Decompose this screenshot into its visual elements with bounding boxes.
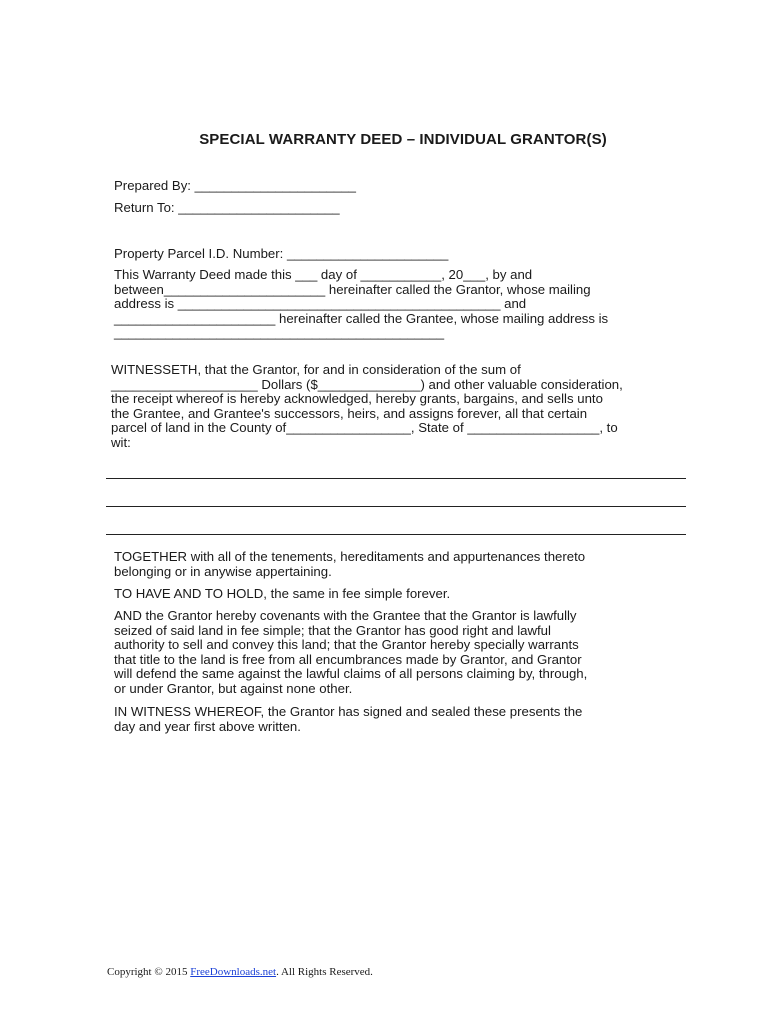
intro-line: address is ____________________________________________ and bbox=[114, 296, 527, 312]
witnesseth-paragraph bbox=[111, 363, 711, 451]
covenant-line: AND the Grantor hereby covenants with the Grantee that the Grantor is lawfully bbox=[114, 608, 577, 623]
witnesseth-line: parcel of land in the County of_________________, State of __________________, to bbox=[111, 420, 618, 436]
prepared-by-field: Prepared By: ______________________ bbox=[114, 178, 356, 193]
copyright-prefix: Copyright © 2015 bbox=[107, 966, 191, 978]
legal-description-line bbox=[106, 506, 686, 507]
copyright-suffix: . All Rights Reserved. bbox=[276, 966, 373, 978]
legal-description-line bbox=[106, 534, 686, 535]
to-have-paragraph: TO HAVE AND TO HOLD, the same in fee simple forever. bbox=[114, 586, 451, 601]
intro-line: ______________________ hereinafter called the Grantee, whose mailing address is bbox=[114, 310, 609, 326]
witnesseth-line: WITNESSETH, that the Grantor, for and in consideration of the sum of bbox=[111, 362, 521, 377]
in-witness-line: IN WITNESS WHEREOF, the Grantor has signed and sealed these presents the bbox=[114, 704, 583, 719]
in-witness-line: day and year first above written. bbox=[114, 718, 301, 734]
intro-line: This Warranty Deed made this ___ day of ___________, 20___, by and bbox=[114, 267, 533, 282]
intro-line: between______________________ hereinafter called the Grantor, whose mailing bbox=[114, 281, 591, 297]
freedownloads-link[interactable]: FreeDownloads.net bbox=[190, 966, 277, 978]
witnesseth-line: ____________________ Dollars ($______________) and other valuable consideration, bbox=[111, 376, 623, 392]
in-witness-paragraph bbox=[114, 705, 714, 734]
covenant-line: or under Grantor, but against none other. bbox=[114, 680, 353, 696]
witnesseth-line: the Grantee, and Grantee's successors, heirs, and assigns forever, all that certain bbox=[111, 405, 588, 421]
together-paragraph bbox=[114, 550, 714, 579]
covenant-line: will defend the same against the lawful claims of all persons claiming by, through, bbox=[114, 666, 588, 682]
parcel-id-field: Property Parcel I.D. Number: ______________________ bbox=[114, 246, 449, 261]
intro-line: _____________________________________________ bbox=[114, 325, 445, 341]
legal-description-line bbox=[106, 478, 686, 479]
copyright-footer bbox=[107, 966, 373, 978]
return-to-field: Return To: ______________________ bbox=[114, 200, 340, 215]
intro-paragraph bbox=[114, 268, 714, 341]
covenant-line: authority to sell and convey this land; that the Grantor hereby specially warrants bbox=[114, 637, 579, 653]
together-line: TOGETHER with all of the tenements, hereditaments and appurtenances thereto bbox=[114, 549, 586, 564]
together-line: belonging or in anywise appertaining. bbox=[114, 563, 332, 579]
covenant-paragraph bbox=[114, 609, 714, 697]
witnesseth-line: the receipt whereof is hereby acknowledged, hereby grants, bargains, and sells unto bbox=[111, 391, 603, 407]
witnesseth-line: wit: bbox=[111, 434, 131, 450]
covenant-line: seized of said land in fee simple; that the Grantor has good right and lawful bbox=[114, 622, 551, 638]
covenant-line: that title to the land is free from all encumbrances made by Grantor, and Grantor bbox=[114, 651, 582, 667]
document-title: SPECIAL WARRANTY DEED – INDIVIDUAL GRANTOR(S) bbox=[199, 131, 607, 148]
